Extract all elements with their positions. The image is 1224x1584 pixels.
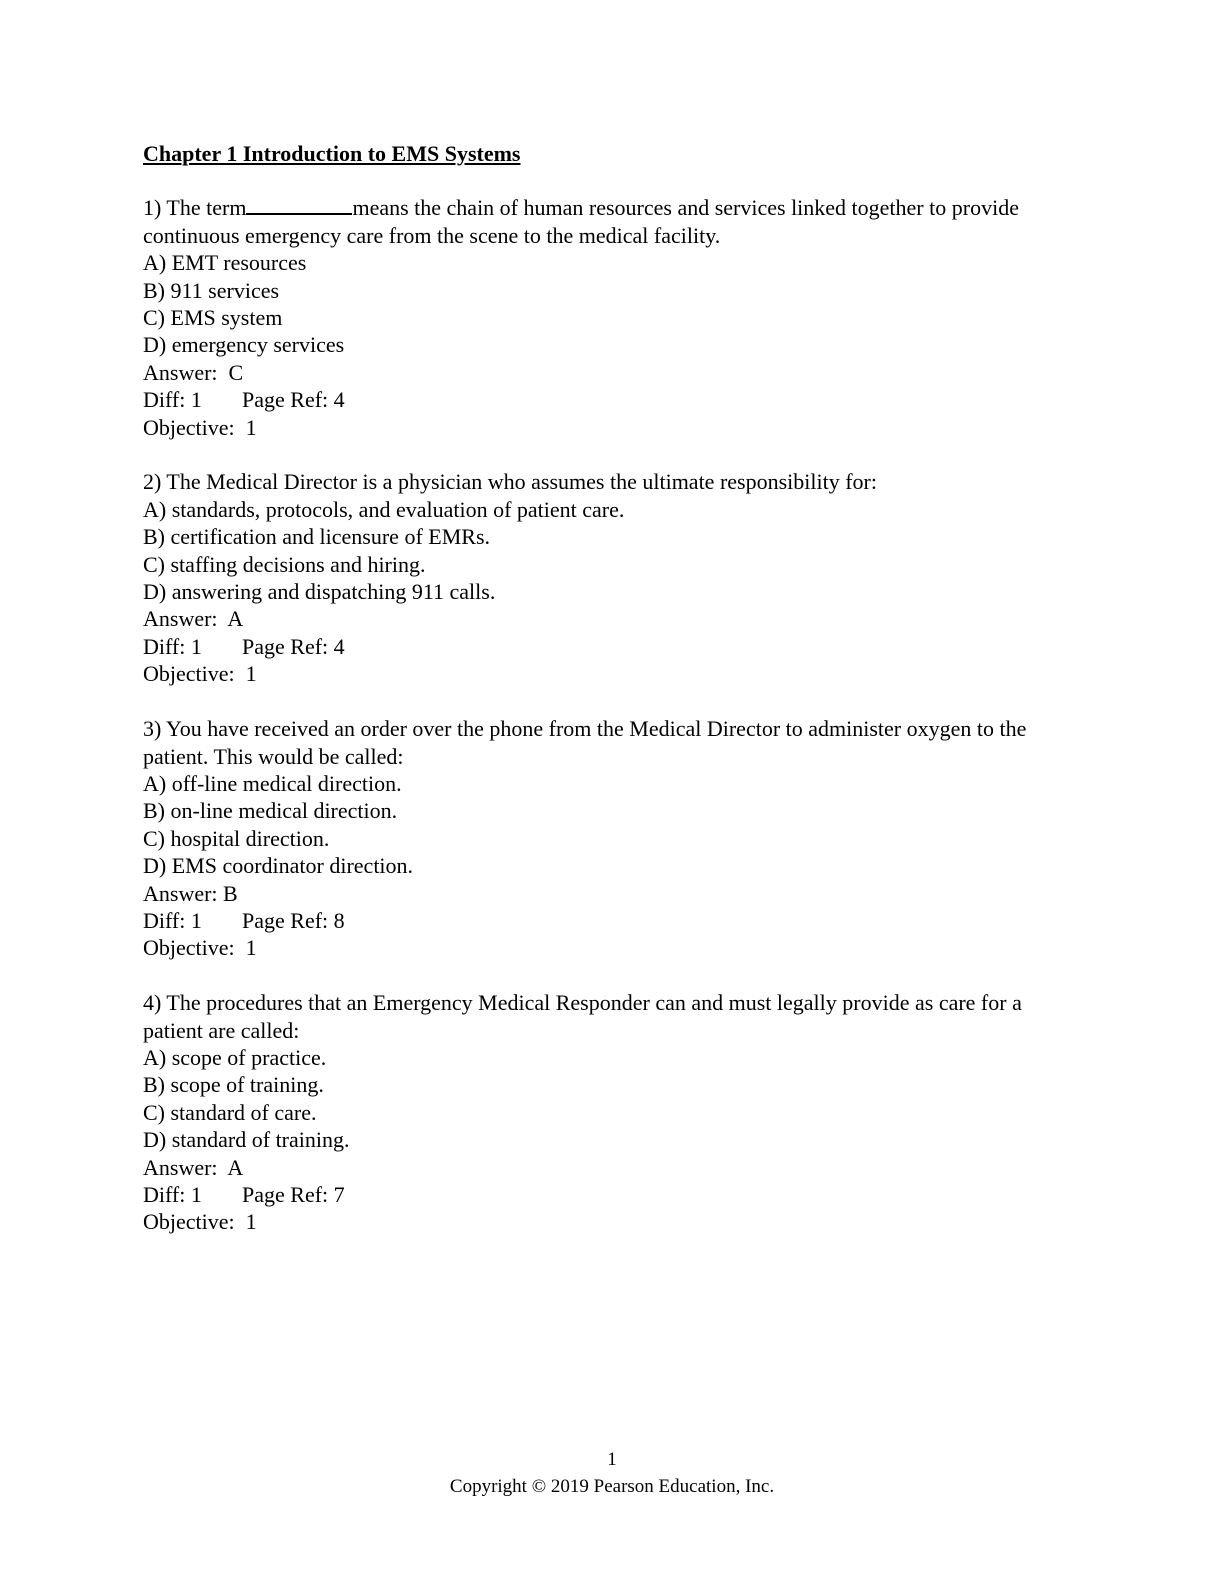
objective: Objective: 1 — [143, 1209, 257, 1235]
option-d: D) answering and dispatching 911 calls. — [143, 579, 496, 605]
page-number: 1 — [607, 1449, 617, 1470]
option-b: B) certification and licensure of EMRs. — [143, 524, 491, 550]
document-page — [143, 140, 1083, 1263]
stem-end: means the chain of human resources and services linked together to provide continuous emergency care from the scene to the medical facility. — [143, 195, 1019, 248]
question-stem: 2) The Medical Director is a physician who assumes the ultimate responsibility for: — [143, 469, 877, 495]
difficulty: Diff: 1 — [143, 387, 202, 413]
answer: Answer: C — [143, 359, 244, 385]
option-b: B) 911 services — [143, 277, 280, 303]
option-d: D) standard of training. — [143, 1127, 350, 1153]
chapter-title: Chapter 1 Introduction to EMS Systems — [143, 141, 521, 166]
objective: Objective: 1 — [143, 661, 257, 687]
option-a: A) EMT resources — [143, 250, 307, 276]
question-4 — [143, 989, 1083, 1236]
difficulty-page-ref — [143, 633, 1083, 660]
option-b: B) on-line medical direction. — [143, 798, 398, 824]
difficulty: Diff: 1 — [143, 1181, 202, 1207]
page-ref: Page Ref: 7 — [242, 1181, 345, 1207]
option-d: D) emergency services — [143, 332, 345, 358]
option-c: C) hospital direction. — [143, 825, 330, 851]
answer: Answer: A — [143, 606, 244, 632]
copyright-notice: Copyright © 2019 Pearson Education, Inc. — [449, 1476, 775, 1497]
fill-in-blank — [246, 196, 352, 215]
question-1 — [143, 194, 1083, 441]
difficulty-page-ref — [143, 1181, 1083, 1208]
question-stem: 4) The procedures that an Emergency Medical Responder can and must legally provide as care for a patient are called: — [143, 990, 1022, 1043]
question-stem — [143, 194, 1083, 249]
option-a: A) off-line medical direction. — [143, 770, 402, 796]
page-ref: Page Ref: 8 — [242, 907, 345, 933]
option-c: C) standard of care. — [143, 1099, 317, 1125]
difficulty-page-ref — [143, 907, 1083, 934]
difficulty-page-ref — [143, 386, 1083, 413]
objective: Objective: 1 — [143, 935, 257, 961]
objective: Objective: 1 — [143, 414, 257, 440]
option-a: A) standards, protocols, and evaluation of patient care. — [143, 496, 625, 522]
answer: Answer: A — [143, 1154, 244, 1180]
difficulty: Diff: 1 — [143, 907, 202, 933]
question-3 — [143, 715, 1083, 962]
page-ref: Page Ref: 4 — [242, 633, 345, 659]
option-c: C) EMS system — [143, 305, 283, 331]
option-b: B) scope of training. — [143, 1072, 324, 1098]
page-ref: Page Ref: 4 — [242, 387, 345, 413]
option-d: D) EMS coordinator direction. — [143, 853, 414, 879]
stem-start: 1) The term — [143, 195, 247, 221]
question-stem: 3) You have received an order over the phone from the Medical Director to administer oxygen to the patient. This would be called: — [143, 716, 1027, 769]
question-2 — [143, 468, 1083, 687]
option-c: C) staffing decisions and hiring. — [143, 551, 426, 577]
option-a: A) scope of practice. — [143, 1044, 327, 1070]
difficulty: Diff: 1 — [143, 633, 202, 659]
answer: Answer: B — [143, 880, 238, 906]
